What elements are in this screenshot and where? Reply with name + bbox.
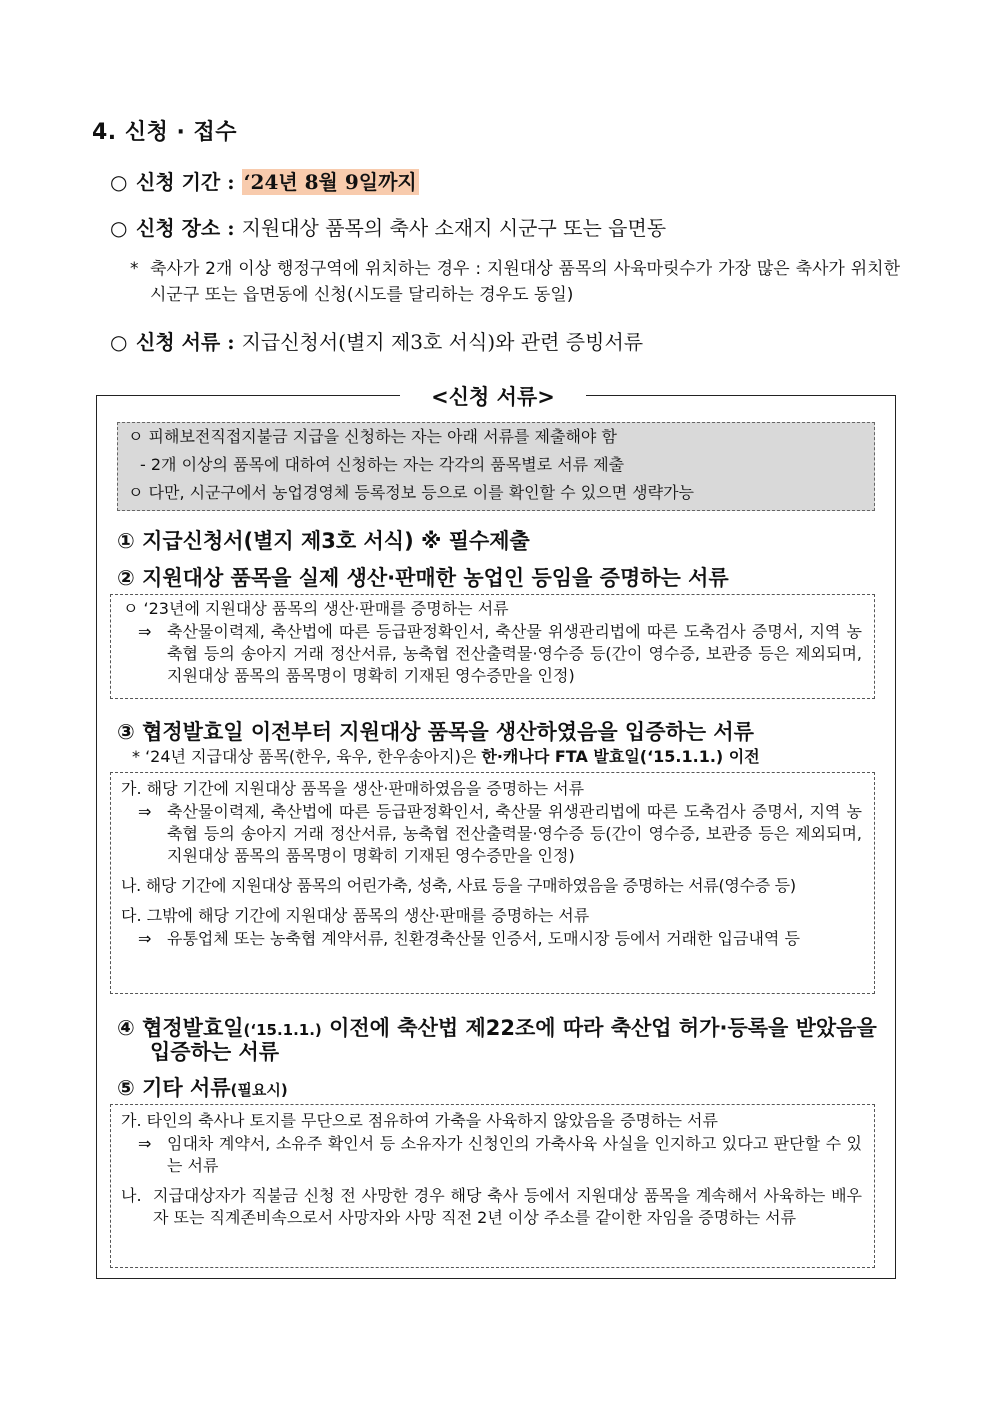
section-4-title-cont: 입증하는 서류 [150,1040,280,1064]
bullet-marker: ○ [110,216,128,240]
highlighted-deadline: ‘24년 8월 9일까지 [243,170,417,194]
info-box [117,422,875,511]
arrow-icon: ⇒ [138,802,152,821]
bullet-label: 신청 장소 [136,216,221,240]
arrow-icon: ⇒ [138,1134,152,1153]
bullet-value: 지원대상 품목의 축사 소재지 시군구 또는 읍면동 [241,216,667,240]
section-2-title: ② 지원대상 품목을 실제 생산·판매한 농업인 등임을 증명하는 서류 [117,566,729,590]
bullet-sep: : [220,330,242,354]
box-line-b [111,1177,874,1229]
note-text: 축사가 2개 이상 행정구역에 위치하는 경우 : 지원대상 품목의 사육마릿수가 가장 많은 축사가 위치한 시군구 또는 읍면동에 신청(시도를 달리하는 경우도 동일) [150,259,900,305]
section-heading: 4. 신청 · 접수 [92,120,238,145]
bullet-marker: ○ [110,170,128,194]
section-5-title [117,1072,288,1102]
section-3-box [110,772,875,994]
bullet-place [110,212,666,241]
bullet-sep: : [220,216,242,240]
s5-main: ⑤ 기타 서류 [117,1076,231,1100]
section-5-box [110,1104,875,1268]
bullet-period [110,166,419,195]
box-line: 가. 해당 기간에 지원대상 품목을 생산·판매하였음을 증명하는 서류 [121,779,585,798]
arrow-icon: ⇒ [138,622,152,641]
bullet-sep: : [220,170,242,194]
s5-small: (필요시) [230,1081,288,1099]
box-detail [111,928,874,950]
detail-text: 축산물이력제, 축산법에 따른 등급판정확인서, 축산물 위생관리법에 따른 도축검사 증명서, 지역 농축협 등의 송아지 거래 정산서류, 농축협 전산출력물·영수증 등(간이 영수증, 보관증 등은 제외되며, 지원대상 품목의 품목명이 명확히 기재된 영수증만을 인정) [167,622,862,685]
bullet-marker: ○ [110,330,128,354]
bullet-docs [110,326,643,355]
box-detail [111,621,874,687]
detail-text: 임대차 계약서, 소유주 확인서 등 소유자가 신청인의 가축사육 사실을 인지하고 있다고 판단할 수 있는 서류 [167,1134,862,1175]
arrow-icon: ⇒ [138,929,152,948]
detail-text: 유통업체 또는 농축협 계약서류, 친환경축산물 인증서, 도매시장 등에서 거래한 입금내역 등 [167,929,800,948]
note-marker: * [130,259,139,279]
bullet-value: 지급신청서(별지 제3호 서식)와 관련 증빙서류 [241,330,644,354]
detail-text: 축산물이력제, 축산법에 따른 등급판정확인서, 축산물 위생관리법에 따른 도축검사 증명서, 지역 농축협 등의 송아지 거래 정산서류, 농축협 전산출력물·영수증 등(간이 영수증, 보관증 등은 제외되며, 지원대상 품목의 품목명이 명확히 기재된 영수증만을 인정) [167,802,862,865]
info-line: ㅇ 피해보전직접지불금 지급을 신청하는 자는 아래 서류를 제출해야 함 [128,427,617,446]
box-line: ㅇ ‘23년에 지원대상 품목의 생산·판매를 증명하는 서류 [123,599,509,618]
s4-small: (‘15.1.1.) [243,1021,322,1039]
note-bold: 한·캐나다 FTA 발효일(‘15.1.1.) 이전 [481,747,760,766]
item-prefix: 나. [121,1186,142,1205]
box-detail [111,1133,874,1177]
section-3-note [132,744,760,767]
bullet-label: 신청 서류 [136,330,221,354]
s4-part: ④ 협정발효일 [117,1016,244,1040]
box-line: 다. 그밖에 해당 기간에 지원대상 품목의 생산·판매를 증명하는 서류 [121,906,590,925]
place-note [130,256,900,308]
documents-box-title: <신청 서류> [400,381,586,411]
info-line: ㅇ 다만, 시군구에서 농업경영체 등록정보 등으로 이를 확인할 수 있으면 생략가능 [128,483,694,502]
section-1-title: ① 지급신청서(별지 제3호 서식) ※ 필수제출 [117,529,530,553]
section-2-box [110,594,875,699]
box-detail [111,801,874,867]
box-line: 가. 타인의 축사나 토지를 무단으로 점유하여 가축을 사육하지 않았음을 증명하는 서류 [121,1111,718,1130]
box-line: 나. 해당 기간에 지원대상 품목의 어린가축, 성축, 사료 등을 구매하였음을 증명하는 서류(영수증 등) [121,876,796,895]
section-3-title: ③ 협정발효일 이전부터 지원대상 품목을 생산하였음을 입증하는 서류 [117,720,754,744]
info-line: - 2개 이상의 품목에 대하여 신청하는 자는 각각의 품목별로 서류 제출 [140,455,625,474]
detail-text: 지급대상자가 직불금 신청 전 사망한 경우 해당 축사 등에서 지원대상 품목을 계속해서 사육하는 배우자 또는 직계존비속으로서 사망자와 사망 직전 2년 이상 주소를 같이한 자임을 증명하는 서류 [153,1186,862,1227]
s4-part: 이전에 축산법 제22조에 따라 축산업 허가·등록을 받았음을 [321,1016,877,1040]
note-prefix: * ‘24년 지급대상 품목(한우, 육우, 한우송아지)은 [132,747,482,766]
bullet-label: 신청 기간 [136,170,221,194]
